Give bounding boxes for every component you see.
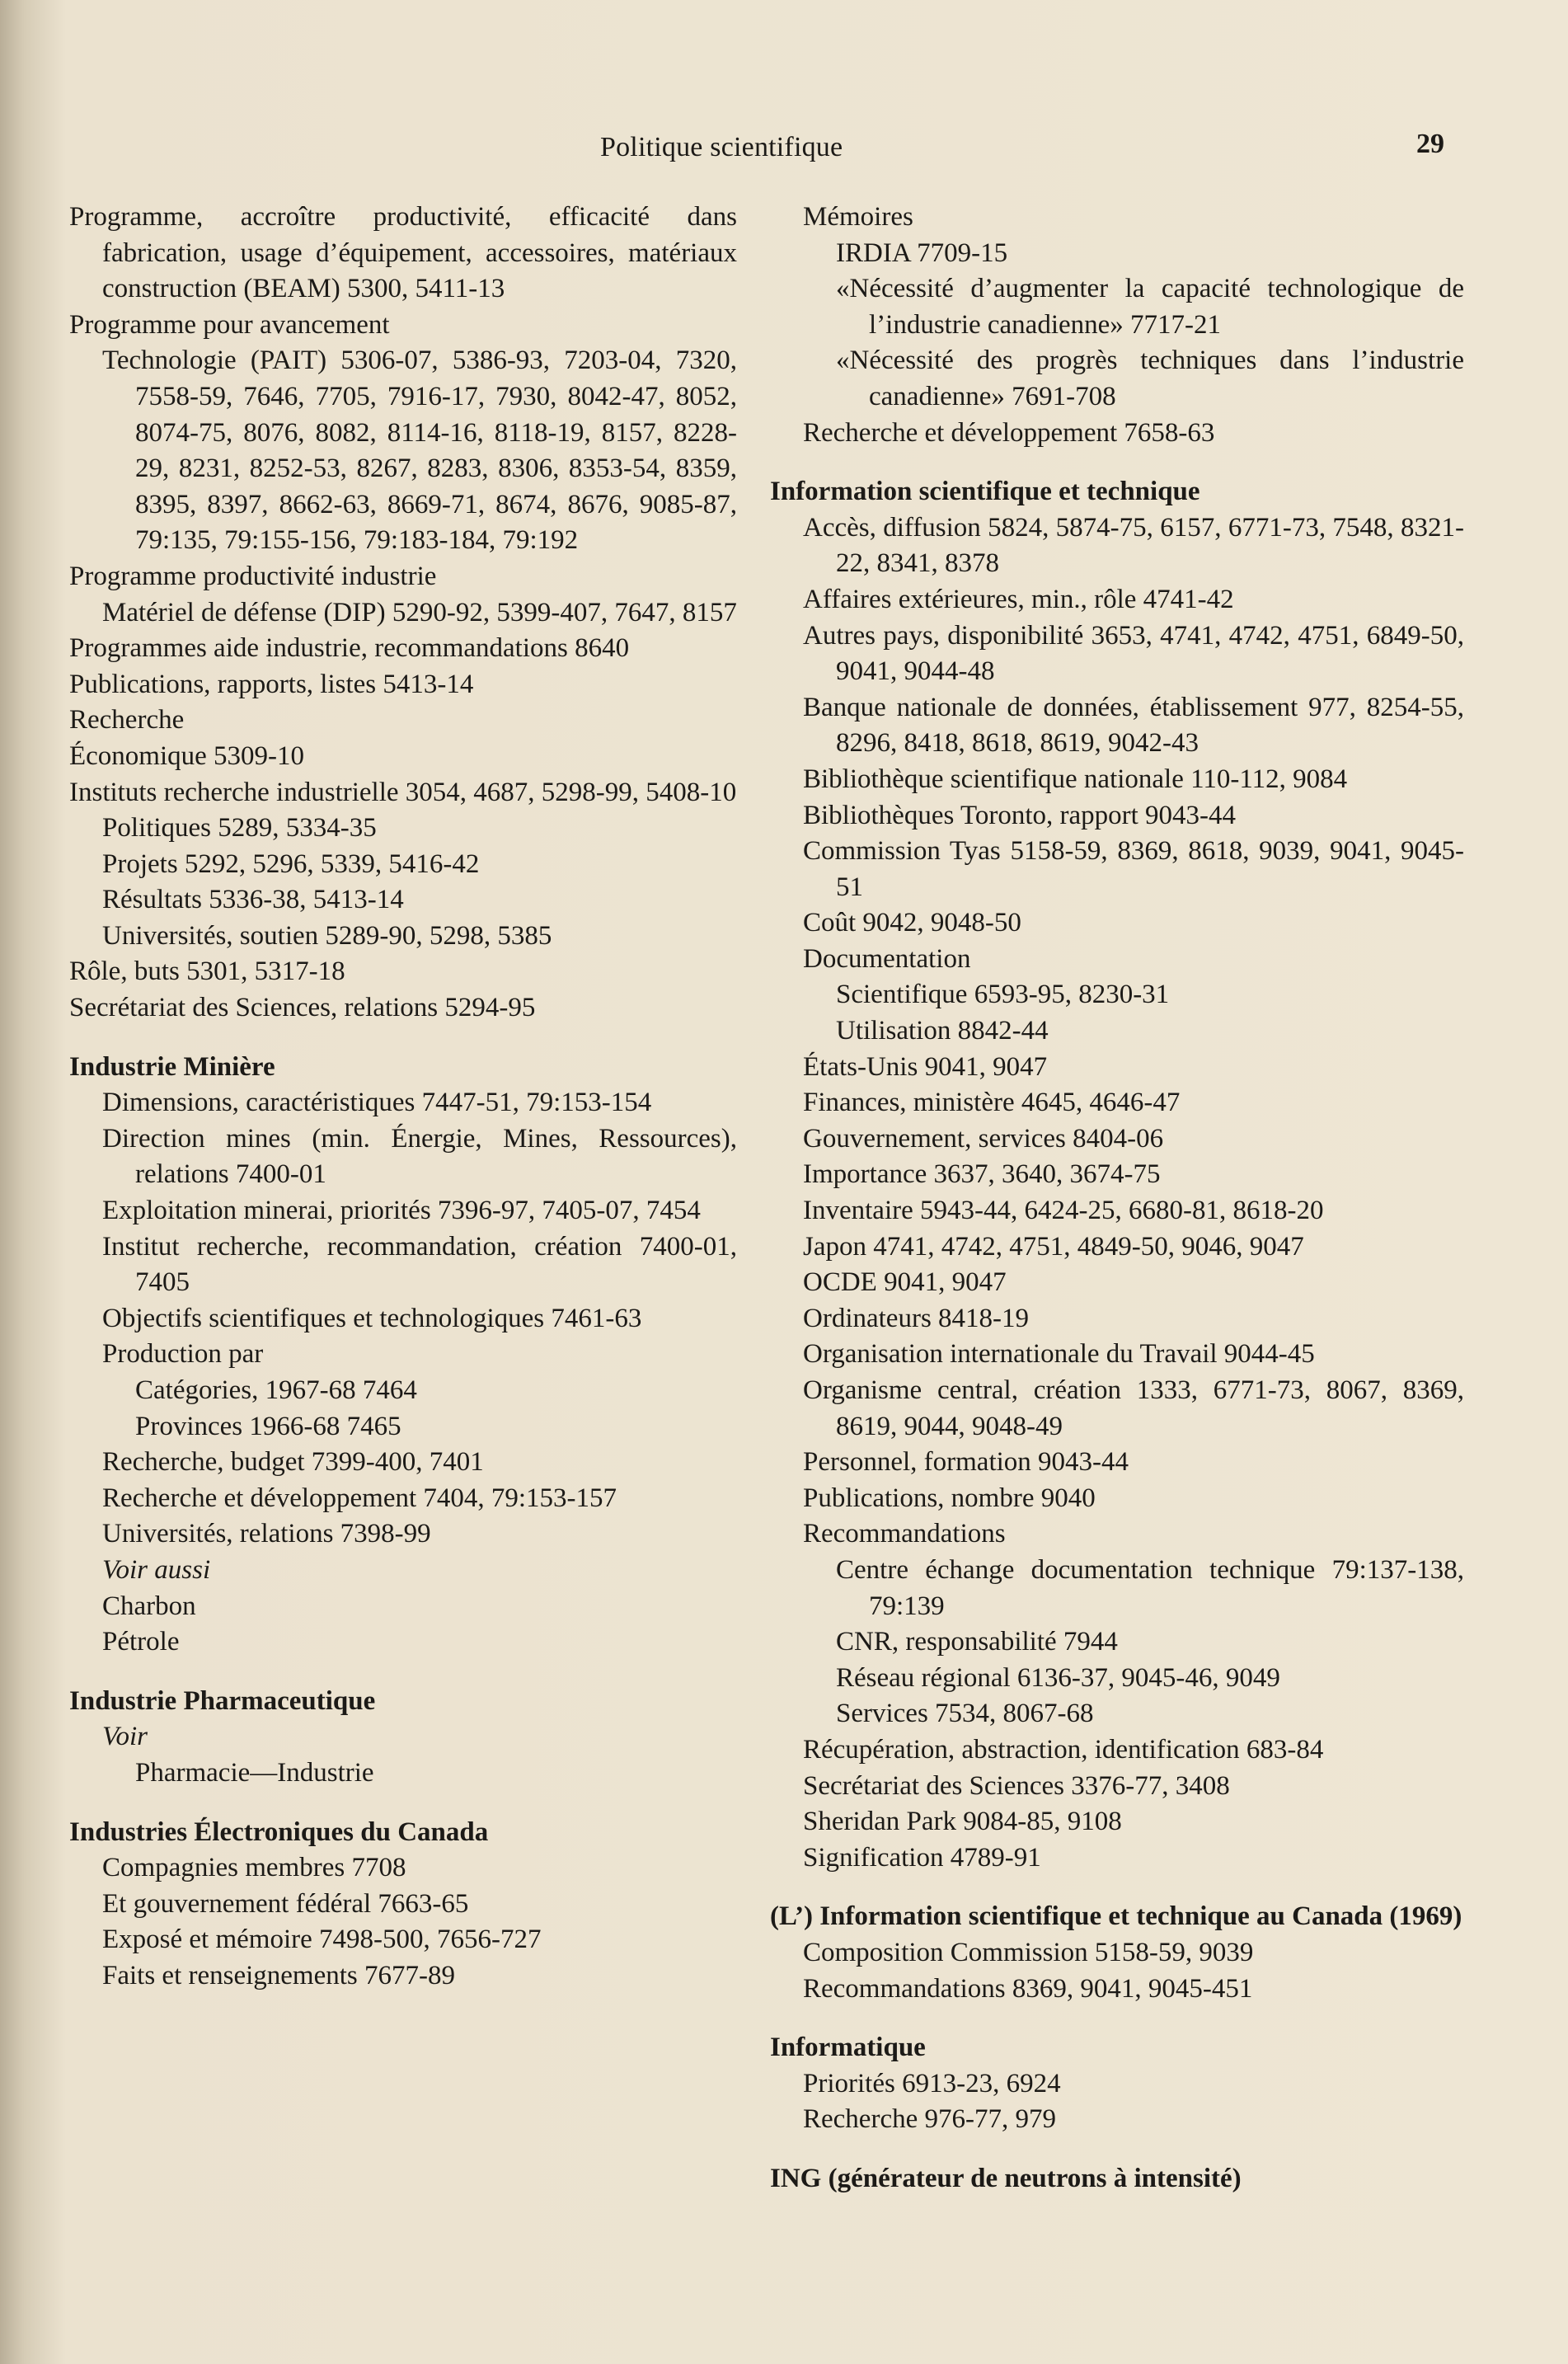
index-subentry: Universités, soutien 5289-90, 5298, 5385 [102,920,552,951]
index-subentry: Matériel de défense (DIP) 5290-92, 5399-407, 7647, 8157 [102,597,737,627]
index-entry-main: Programmes aide industrie, recommandations 8640 [69,633,630,664]
index-subentry: OCDE 9041, 9047 [803,1267,1007,1298]
index-heading: Industrie Minière [69,1051,275,1082]
index-subentry: Personnel, formation 9043-44 [803,1447,1129,1478]
index-entry-main: Programme productivité industrie [69,561,437,591]
index-subentry: Accès, diffusion 5824, 5874-75, 6157, 6771-73, 7548, 8321-22, 8341, 8378 [803,512,1464,579]
index-subentry: Politiques 5289, 5334-35 [102,813,377,844]
index-subentry: Technologie (PAIT) 5306-07, 5386-93, 7203-04, 7320, 7558-59, 7646, 7705, 7916-17, 7930, 8042-47, 8052, 8074-75, 8076, 8082, 8114-16, 8118-19, 8157, 8228-29, 8231, 8252-53, 8267, 8283, 8306, 8353-54, 8359, 8395, 8397, 8662-63, 8669-71, 8674, 8676, 9085-87, 79:135, 79:155-156, 79:183-184, 79:192 [102,345,737,556]
index-subentry: Récupération, abstraction, identification 683-84 [803,1734,1324,1765]
index-column-left [69,200,737,1995]
index-subentry: Objectifs scientifiques et technologiques 7461-63 [102,1303,642,1333]
index-subentry: Composition Commission 5158-59, 9039 [803,1937,1254,1967]
index-entry-main: Économique 5309-10 [69,740,305,771]
index-subsubentry: Pharmacie—Industrie [135,1757,374,1788]
index-subentry: Exposé et mémoire 7498-500, 7656-727 [102,1925,542,1955]
index-subsubentry: IRDIA 7709-15 [836,237,1008,268]
index-subentry: Universités, relations 7398-99 [102,1519,431,1549]
index-subentry: Organisation internationale du Travail 9044-45 [803,1339,1315,1370]
index-subentry: Finances, ministère 4645, 4646-47 [803,1088,1181,1118]
index-subsubentry: «Nécessité des progrès techniques dans l’industrie canadienne» 7691-708 [836,345,1464,411]
index-subentry: Gouvernement, services 8404-06 [803,1123,1164,1154]
index-subentry: Recherche 976-77, 979 [803,2104,1056,2135]
index-subentry: Commission Tyas 5158-59, 8369, 8618, 9039, 9041, 9045-51 [803,836,1464,902]
index-subentry: Bibliothèques Toronto, rapport 9043-44 [803,800,1237,830]
index-subsubentry: Utilisation 8842-44 [836,1016,1049,1046]
index-subentry: Priorités 6913-23, 6924 [803,2068,1061,2098]
page-number: 29 [1416,129,1444,159]
index-subentry: Résultats 5336-38, 5413-14 [102,885,404,915]
index-subentry: Organisme central, création 1333, 6771-73, 8067, 8369, 8619, 9044, 9048-49 [803,1375,1464,1441]
index-subentry: Dimensions, caractéristiques 7447-51, 79:153-154 [102,1088,652,1118]
index-subsubentry: Services 7534, 8067-68 [836,1699,1094,1729]
index-subentry: Institut recherche, recommandation, création 7400-01, 7405 [102,1231,737,1298]
index-heading: Information scientifique et technique [770,477,1200,507]
index-subentry: États-Unis 9041, 9047 [803,1051,1048,1082]
index-subentry: Recherche, budget 7399-400, 7401 [102,1447,484,1478]
index-subentry: Mémoires [803,202,913,232]
index-subentry: Recommandations 8369, 9041, 9045-451 [803,1973,1253,2004]
index-subentry: Compagnies membres 7708 [102,1853,406,1883]
index-subentry: Importance 3637, 3640, 3674-75 [803,1159,1161,1190]
index-subentry: Pétrole [102,1627,180,1657]
index-subentry: Faits et renseignements 7677-89 [102,1960,456,1990]
index-subentry: Et gouvernement fédéral 7663-65 [102,1888,469,1919]
index-subentry: Autres pays, disponibilité 3653, 4741, 4742, 4751, 6849-50, 9041, 9044-48 [803,620,1464,687]
index-subentry: Coût 9042, 9048-50 [803,908,1021,938]
index-subentry: Recherche et développement 7658-63 [803,417,1215,448]
index-subentry: Documentation [803,943,971,974]
running-title: Politique scientifique [600,132,843,162]
index-subsubentry: «Nécessité d’augmenter la capacité technologique de l’industrie canadienne» 7717-21 [836,274,1464,340]
index-subentry: Charbon [102,1591,196,1621]
index-subentry: Banque nationale de données, établissement 977, 8254-55, 8296, 8418, 8618, 8619, 9042-43 [803,692,1464,759]
index-subentry: Projets 5292, 5296, 5339, 5416-42 [102,848,480,879]
index-subentry: Inventaire 5943-44, 6424-25, 6680-81, 8618-20 [803,1196,1324,1226]
index-subsubentry: Provinces 1966-68 7465 [135,1411,401,1441]
index-entry-main: Secrétariat des Sciences, relations 5294-95 [69,993,536,1023]
cross-reference-label: Voir [102,1722,148,1752]
index-subentry: Sheridan Park 9084-85, 9108 [803,1807,1122,1837]
index-heading: Informatique [770,2033,926,2063]
index-subentry: Ordinateurs 8418-19 [803,1303,1030,1333]
index-heading: Industrie Pharmaceutique [69,1685,376,1716]
index-heading: (L’) Information scientifique et technique au Canada (1969) [770,1901,1462,1932]
index-subentry: Japon 4741, 4742, 4751, 4849-50, 9046, 9047 [803,1231,1304,1262]
index-column-right [770,200,1464,2197]
index-subentry: Recommandations [803,1519,1006,1549]
index-entry-main: Programme pour avancement [69,309,390,340]
cross-reference-label: Voir aussi [102,1554,211,1585]
index-subentry: Direction mines (min. Énergie, Mines, Ressources), relations 7400-01 [102,1123,737,1190]
index-entry-main: Instituts recherche industrielle 3054, 4687, 5298-99, 5408-10 [69,777,737,807]
index-subentry: Recherche et développement 7404, 79:153-157 [102,1483,617,1513]
index-entry-main: Publications, rapports, listes 5413-14 [69,669,474,699]
index-heading: ING (générateur de neutrons à intensité) [770,2163,1242,2193]
index-subsubentry: CNR, responsabilité 7944 [836,1627,1118,1657]
index-subentry: Secrétariat des Sciences 3376-77, 3408 [803,1770,1230,1801]
index-subentry: Production par [102,1339,264,1370]
index-subentry: Exploitation minerai, priorités 7396-97, 7405-07, 7454 [102,1196,701,1226]
index-subsubentry: Scientifique 6593-95, 8230-31 [836,980,1170,1010]
index-subsubentry: Centre échange documentation technique 79:137-138, 79:139 [836,1554,1464,1621]
index-subsubentry: Réseau régional 6136-37, 9045-46, 9049 [836,1662,1280,1693]
index-subsubentry: Catégories, 1967-68 7464 [135,1375,417,1405]
index-heading: Industries Électroniques du Canada [69,1816,489,1847]
index-subentry: Signification 4789-91 [803,1842,1041,1873]
index-entry-main: Programme, accroître productivité, efficacité dans fabrication, usage d’équipement, accessoires, matériaux construction (BEAM) 5300, 5411-13 [69,202,737,304]
index-entry-main: Recherche [69,705,185,736]
index-subentry: Bibliothèque scientifique nationale 110-112, 9084 [803,764,1348,794]
index-subentry: Affaires extérieures, min., rôle 4741-42 [803,584,1234,614]
index-entry-main: Rôle, buts 5301, 5317-18 [69,956,345,987]
index-subentry: Publications, nombre 9040 [803,1483,1096,1513]
